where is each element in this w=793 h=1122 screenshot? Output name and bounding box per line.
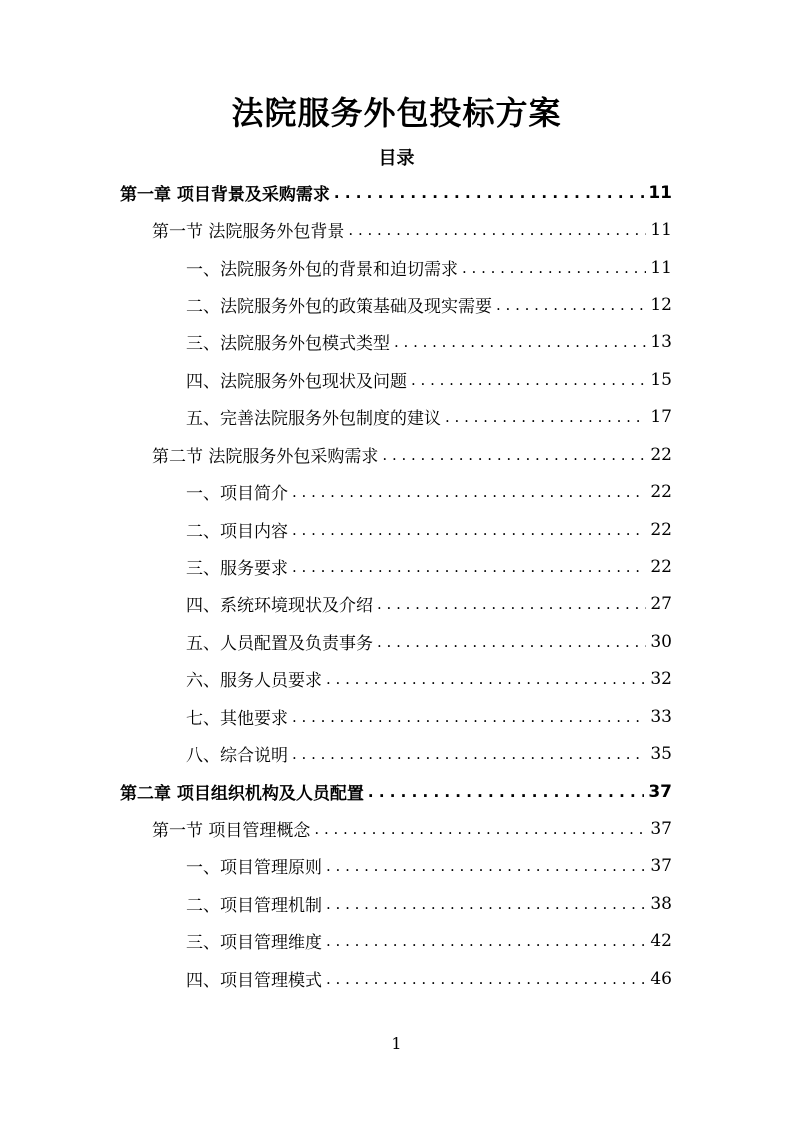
toc-entry-label: 三、法院服务外包模式类型 [186, 334, 390, 354]
toc-entry[interactable] [186, 323, 672, 360]
toc-entry[interactable] [152, 810, 672, 847]
dot-leader [368, 783, 644, 801]
toc-entry[interactable] [120, 174, 672, 211]
toc-entry-page: 38 [650, 893, 672, 914]
dot-leader [292, 521, 646, 539]
toc-entry-label: 第一节 项目管理概念 [152, 821, 311, 841]
toc-entry[interactable] [186, 286, 672, 323]
toc-entry-page: 22 [650, 481, 672, 502]
toc-entry[interactable] [186, 922, 672, 959]
toc-entry-label: 一、项目简介 [186, 484, 288, 504]
dot-leader [292, 745, 646, 763]
toc-entry[interactable] [186, 511, 672, 548]
toc-entry[interactable] [152, 436, 672, 473]
document-title: 法院服务外包投标方案 [231, 94, 562, 132]
dot-leader [411, 371, 646, 389]
toc-entry-page: 15 [650, 369, 672, 390]
toc-entry-page: 17 [650, 406, 672, 427]
toc-entry-label: 第一章 项目背景及采购需求 [120, 185, 330, 205]
dot-leader [382, 446, 646, 464]
toc-entry-label: 三、项目管理维度 [186, 933, 322, 953]
dot-leader [292, 708, 646, 726]
toc-entry-page: 22 [650, 444, 672, 465]
dot-leader [496, 296, 646, 314]
toc-entry-page: 35 [650, 743, 672, 764]
toc-entry-label: 六、服务人员要求 [186, 671, 322, 691]
toc-entry[interactable] [186, 548, 672, 585]
dot-leader [326, 970, 646, 988]
dot-leader [326, 895, 646, 913]
toc-entry[interactable] [186, 847, 672, 884]
toc-entry-label: 二、法院服务外包的政策基础及现实需要 [186, 297, 492, 317]
toc-entry[interactable] [186, 735, 672, 772]
page-number: 1 [391, 1034, 402, 1053]
dot-leader [377, 633, 646, 651]
dot-leader [326, 857, 646, 875]
toc-entry[interactable] [186, 398, 672, 435]
toc-entry-page: 22 [650, 519, 672, 540]
toc-entry-page: 37 [650, 818, 672, 839]
toc-entry-label: 一、法院服务外包的背景和迫切需求 [186, 260, 458, 280]
toc-entry-label: 二、项目管理机制 [186, 896, 322, 916]
toc-entry-label: 二、项目内容 [186, 522, 288, 542]
toc-entry[interactable] [186, 585, 672, 622]
toc-entry-page: 33 [650, 706, 672, 727]
toc-entry-page: 32 [650, 668, 672, 689]
dot-leader [326, 670, 646, 688]
toc-entry-page: 12 [650, 294, 672, 315]
toc-entry-page: 13 [650, 331, 672, 352]
toc-entry[interactable] [186, 698, 672, 735]
toc-heading: 目录 [378, 148, 415, 169]
toc-entry[interactable] [186, 885, 672, 922]
dot-leader [445, 408, 646, 426]
dot-leader [334, 184, 644, 202]
toc-entry-page: 30 [650, 631, 672, 652]
toc-entry-page: 42 [650, 930, 672, 951]
dot-leader [292, 483, 646, 501]
toc-entry-page: 37 [648, 781, 672, 802]
toc-entry-label: 第二节 法院服务外包采购需求 [152, 447, 379, 467]
toc-entry-label: 三、服务要求 [186, 559, 288, 579]
toc-entry-page: 27 [650, 593, 672, 614]
dot-leader [462, 259, 646, 277]
toc-entry-label: 八、综合说明 [186, 746, 288, 766]
dot-leader [314, 820, 646, 838]
toc-entry[interactable] [186, 960, 672, 997]
toc-entry[interactable] [186, 361, 672, 398]
toc-entry-label: 七、其他要求 [186, 709, 288, 729]
dot-leader [326, 932, 646, 950]
toc-entry-label: 四、系统环境现状及介绍 [186, 596, 373, 616]
toc-entry[interactable] [120, 773, 672, 810]
dot-leader [377, 595, 646, 613]
toc-entry-page: 11 [648, 182, 672, 203]
toc-entry-label: 五、完善法院服务外包制度的建议 [186, 409, 441, 429]
toc-entry-label: 第一节 法院服务外包背景 [152, 222, 345, 242]
toc-entry[interactable] [186, 473, 672, 510]
toc-entry[interactable] [186, 660, 672, 697]
dot-leader [348, 221, 646, 239]
dot-leader [292, 558, 646, 576]
toc-entry-page: 22 [650, 556, 672, 577]
toc-entry-label: 四、法院服务外包现状及问题 [186, 372, 407, 392]
toc-entry-page: 11 [650, 219, 672, 240]
toc-entry-label: 一、项目管理原则 [186, 858, 322, 878]
toc-entry[interactable] [186, 623, 672, 660]
toc-entry-label: 四、项目管理模式 [186, 971, 322, 991]
toc-entry-label: 第二章 项目组织机构及人员配置 [120, 784, 364, 804]
toc-entry-page: 11 [650, 257, 672, 278]
toc-entry[interactable] [186, 249, 672, 286]
toc-entry-page: 46 [650, 968, 672, 989]
toc-entry-page: 37 [650, 855, 672, 876]
toc-entry-label: 五、人员配置及负责事务 [186, 634, 373, 654]
toc-entry[interactable] [152, 211, 672, 248]
dot-leader [394, 333, 646, 351]
